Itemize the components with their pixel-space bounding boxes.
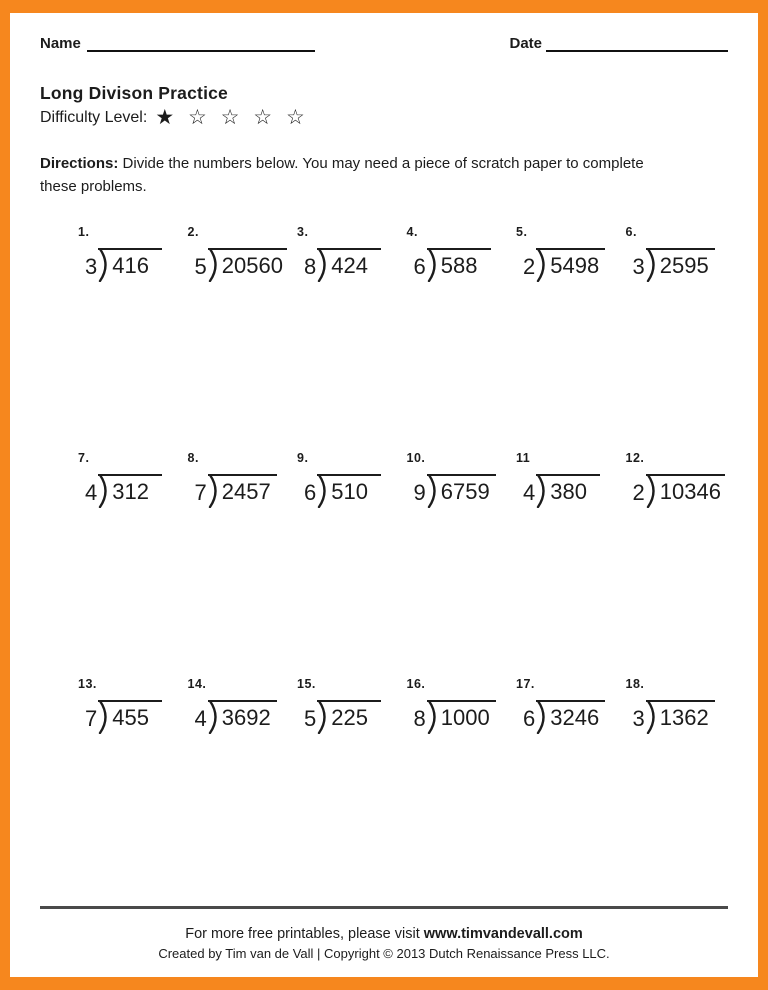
division-problem [397,225,507,451]
long-division-expression [178,474,288,508]
problem-number: 14. [187,676,207,691]
dividend: 3692 [208,700,277,729]
division-problem [287,677,397,734]
divisor: 7 [194,479,207,505]
long-division-expression [616,248,726,282]
date-field [509,35,728,52]
divisor: 6 [523,705,536,731]
name-field [40,35,315,52]
division-problem [506,677,616,734]
divisor: 6 [413,253,426,279]
directions-text: Divide the numbers below. You may need a piece of scratch paper to complete these problems. [40,155,644,196]
footer-site-link: www.timvandevall.com [423,926,583,942]
problem-number: 8. [187,450,199,465]
problem-number: 18. [625,676,645,691]
division-problem [287,225,397,451]
long-division-expression [178,700,288,734]
footer-promo-text: For more free printables, please visit [185,926,424,942]
problem-number: 10. [406,450,426,465]
divisor: 6 [304,479,317,505]
long-division-expression [506,474,616,508]
problem-number: 17. [516,676,535,691]
divisor: 8 [304,253,317,279]
long-division-expression [68,474,178,508]
long-division-expression [397,248,507,282]
divisor: 9 [413,479,426,505]
divisor: 7 [85,705,98,731]
division-problem [616,225,726,451]
problem-number: 13. [78,676,97,691]
name-line [87,36,315,52]
dividend: 416 [98,248,162,277]
long-division-expression [397,474,507,508]
dividend: 510 [317,474,381,503]
dividend: 2457 [208,474,277,503]
dividend: 424 [317,248,381,277]
problem-number: 6. [625,224,637,239]
division-problem [506,451,616,677]
division-problem [287,451,397,677]
division-problem [397,451,507,677]
long-division-expression [287,248,397,282]
problem-number: 4. [406,224,418,239]
dividend: 588 [427,248,491,277]
dividend: 3246 [536,700,605,729]
long-division-expression [506,248,616,282]
divisor: 8 [413,705,426,731]
division-problem [68,225,178,451]
long-division-expression [506,700,616,734]
dividend: 380 [536,474,600,503]
divisor: 4 [85,479,98,505]
divisor: 3 [632,705,645,731]
division-problem [178,677,288,734]
divisor: 5 [304,705,317,731]
long-division-expression [616,474,726,508]
divisor: 3 [85,253,98,279]
problem-number: 11 [516,450,531,465]
dividend: 225 [317,700,381,729]
footer [38,906,730,961]
long-division-expression [287,474,397,508]
footer-promo [38,926,730,942]
dividend: 2595 [646,248,715,277]
long-division-expression [178,248,288,282]
dividend: 10346 [646,474,725,503]
problems-grid [68,225,728,734]
dividend: 1000 [427,700,496,729]
dividend: 312 [98,474,162,503]
problem-number: 5. [516,224,528,239]
division-problem [178,451,288,677]
name-date-row [40,35,728,52]
divisor: 2 [523,253,536,279]
problem-number: 9. [297,450,309,465]
date-line [546,36,728,52]
footer-copyright: Created by Tim van de Vall | Copyright © 2013 Dutch Renaissance Press LLC. [158,946,610,961]
difficulty-label: Difficulty Level: [40,108,148,126]
long-division-expression [68,700,178,734]
problem-number: 1. [78,224,90,239]
problem-number: 3. [297,224,309,239]
problem-number: 15. [297,676,316,691]
long-division-expression [397,700,507,734]
dividend: 1362 [646,700,715,729]
worksheet-title: Long Divison Practice [40,83,228,103]
problem-number: 12. [625,450,645,465]
division-problem [68,451,178,677]
name-label: Name [40,35,81,52]
dividend: 20560 [208,248,287,277]
division-problem [616,451,726,677]
division-problem [506,225,616,451]
problem-number: 7. [78,450,90,465]
division-problem [397,677,507,734]
divisor: 2 [632,479,645,505]
division-problem [68,677,178,734]
problem-number: 2. [187,224,199,239]
directions-paragraph [40,152,670,199]
dividend: 455 [98,700,162,729]
dividend: 6759 [427,474,496,503]
difficulty-row [40,107,728,128]
division-problem [178,225,288,451]
footer-divider [40,906,728,909]
worksheet-content [10,13,758,734]
long-division-expression [287,700,397,734]
problem-number: 16. [406,676,426,691]
divisor: 4 [194,705,207,731]
long-division-expression [616,700,726,734]
long-division-expression [68,248,178,282]
divisor: 3 [632,253,645,279]
dividend: 5498 [536,248,605,277]
divisor: 4 [523,479,536,505]
difficulty-star-rating-icon: ★ ☆ ☆ ☆ ☆ [155,106,309,129]
division-problem [616,677,726,734]
date-label: Date [509,35,542,52]
directions-label: Directions: [40,155,119,172]
divisor: 5 [194,253,207,279]
